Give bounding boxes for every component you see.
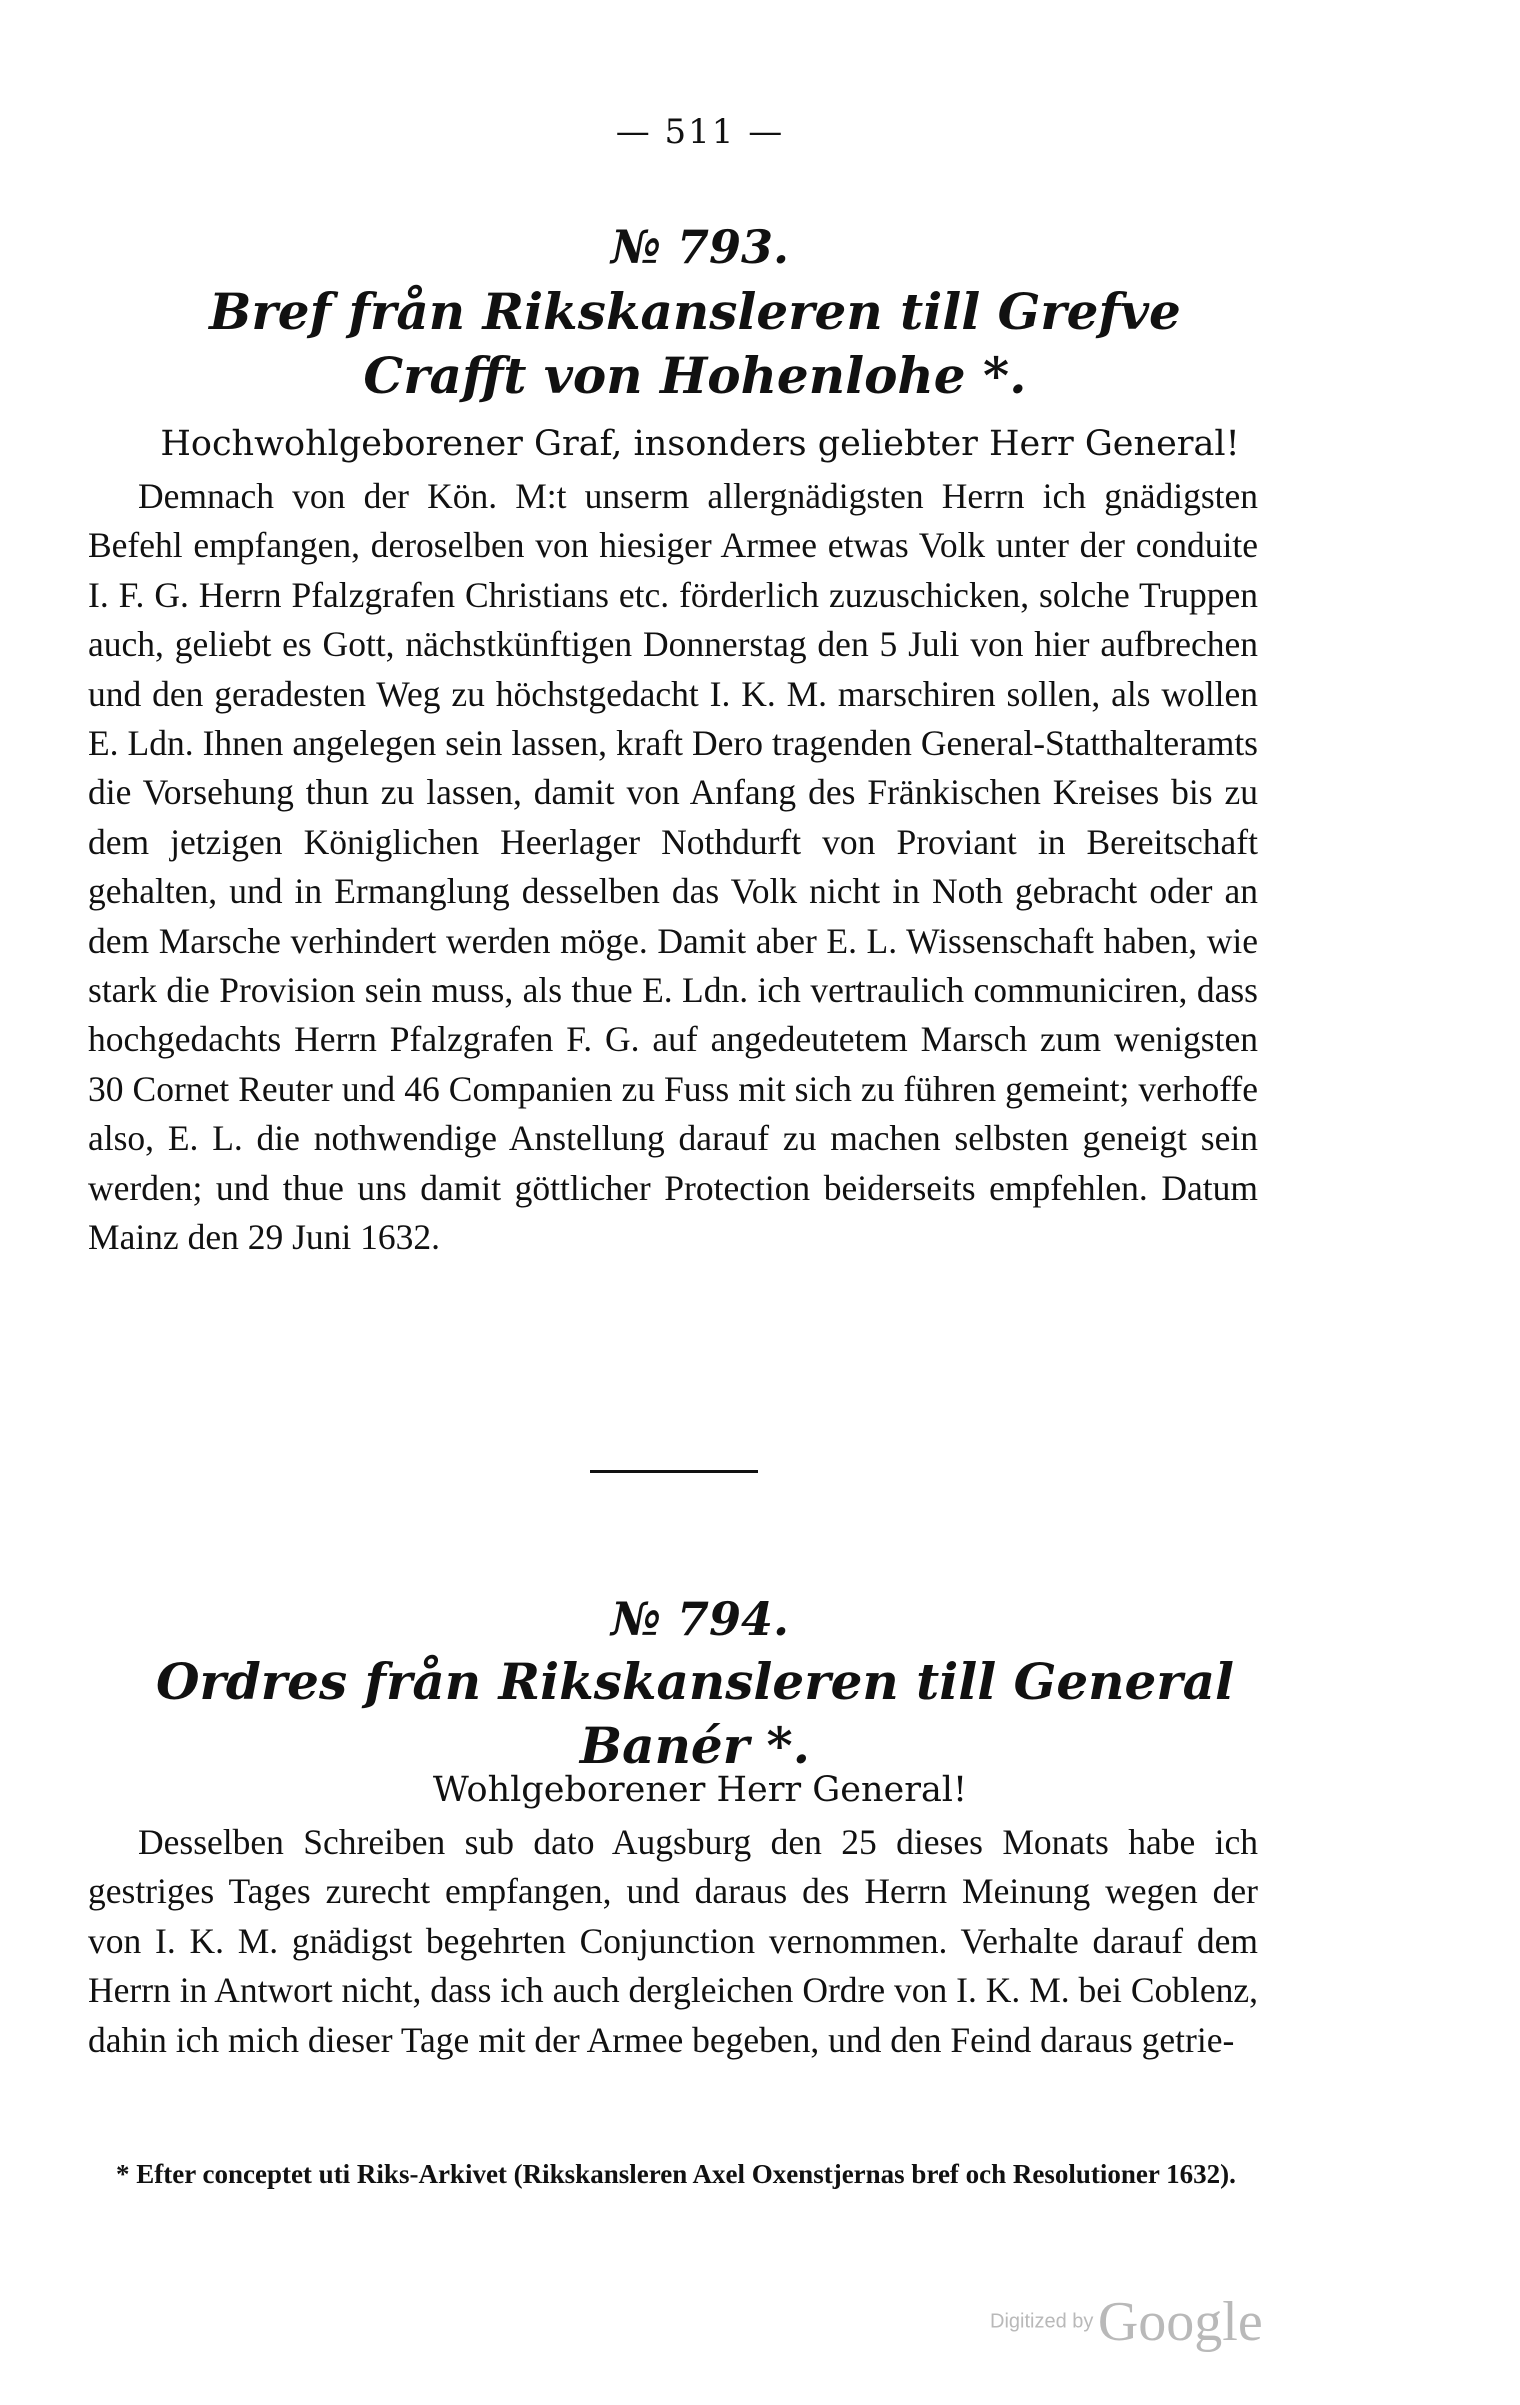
letter-body-793: Demnach von der Kön. M:t unserm allergnädigsten Herrn ich gnädigsten Befehl empfangen, deroselben von hiesiger Armee etwas Volk unter der conduite I. F. G. Herrn Pfalzgrafen Christians etc. förderlich zuzuschicken, solche Truppen auch, geliebt es Gott, nächstkünftigen Donnerstag den 5 Juli von hier aufbrechen und den geradesten Weg zu höchstgedacht I. K. M. marschiren sollen, als wollen E. Ldn. Ihnen angelegen sein lassen, kraft Dero tragenden General-Statthalteramts die Vorsehung thun zu lassen, damit von Anfang des Fränkischen Kreises bis zu dem jetzigen Königlichen Heerlager Nothdurft von Proviant in Bereitschaft gehalten, und in Ermanglung desselben das Volk nicht in Noth gebracht oder an dem Marsche verhindert werden möge. Damit aber E. L. Wissenschaft haben, wie stark die Provision sein muss, als thue E. Ldn. ich vertraulich communiciren, dass hochgedachts Herrn Pfalzgrafen F. G. auf angedeutetem Marsch zum wenigsten 30 Cornet Reuter und 46 Companien zu Fuss mit sich zu führen gemeint; verhoffe also, E. L. die nothwendige Anstellung darauf zu machen selbsten geneigt sein werden; und thue uns damit göttlicher Protection beiderseits empfehlen. Datum Mainz den 29 Juni 1632. <box>88 476 1258 1258</box>
watermark-prefix: Digitized by <box>990 2310 1094 2333</box>
footnote: * Efter conceptet uti Riks-Arkivet (Rikskansleren Axel Oxenstjernas bref och Resolutioner 1632). <box>116 2159 1236 2189</box>
document-title-793: Bref från Rikskansleren till Grefve Crafft von Hohenlohe *. <box>209 282 1181 405</box>
page-number: — 511 — <box>615 112 785 152</box>
google-logo: Google <box>1097 2291 1263 2353</box>
letter-body-794: Desselben Schreiben sub dato Augsburg den 25 dieses Monats habe ich gestriges Tages zurecht empfangen, und daraus des Herrn Meinung wegen der von I. K. M. gnädigst begehrten Conjunction vernommen. Verhalte darauf dem Herrn in Antwort nicht, dass ich auch dergleichen Ordre von I. K. M. bei Coblenz, dahin ich mich dieser Tage mit der Armee begeben, und den Feind daraus getrie- <box>88 1822 1258 2060</box>
salutation-794: Wohlgeborener Herr General! <box>432 1770 968 1810</box>
section-divider <box>590 1470 758 1473</box>
digitized-watermark <box>990 2290 1310 2353</box>
document-number-793: № 793. <box>610 220 790 274</box>
document-number-794: № 794. <box>610 1592 790 1646</box>
salutation-793: Hochwohlgeborener Graf, insonders geliebter Herr General! <box>160 424 1240 464</box>
document-title-794: Ordres från Rikskansleren till General Banér *. <box>155 1652 1235 1775</box>
